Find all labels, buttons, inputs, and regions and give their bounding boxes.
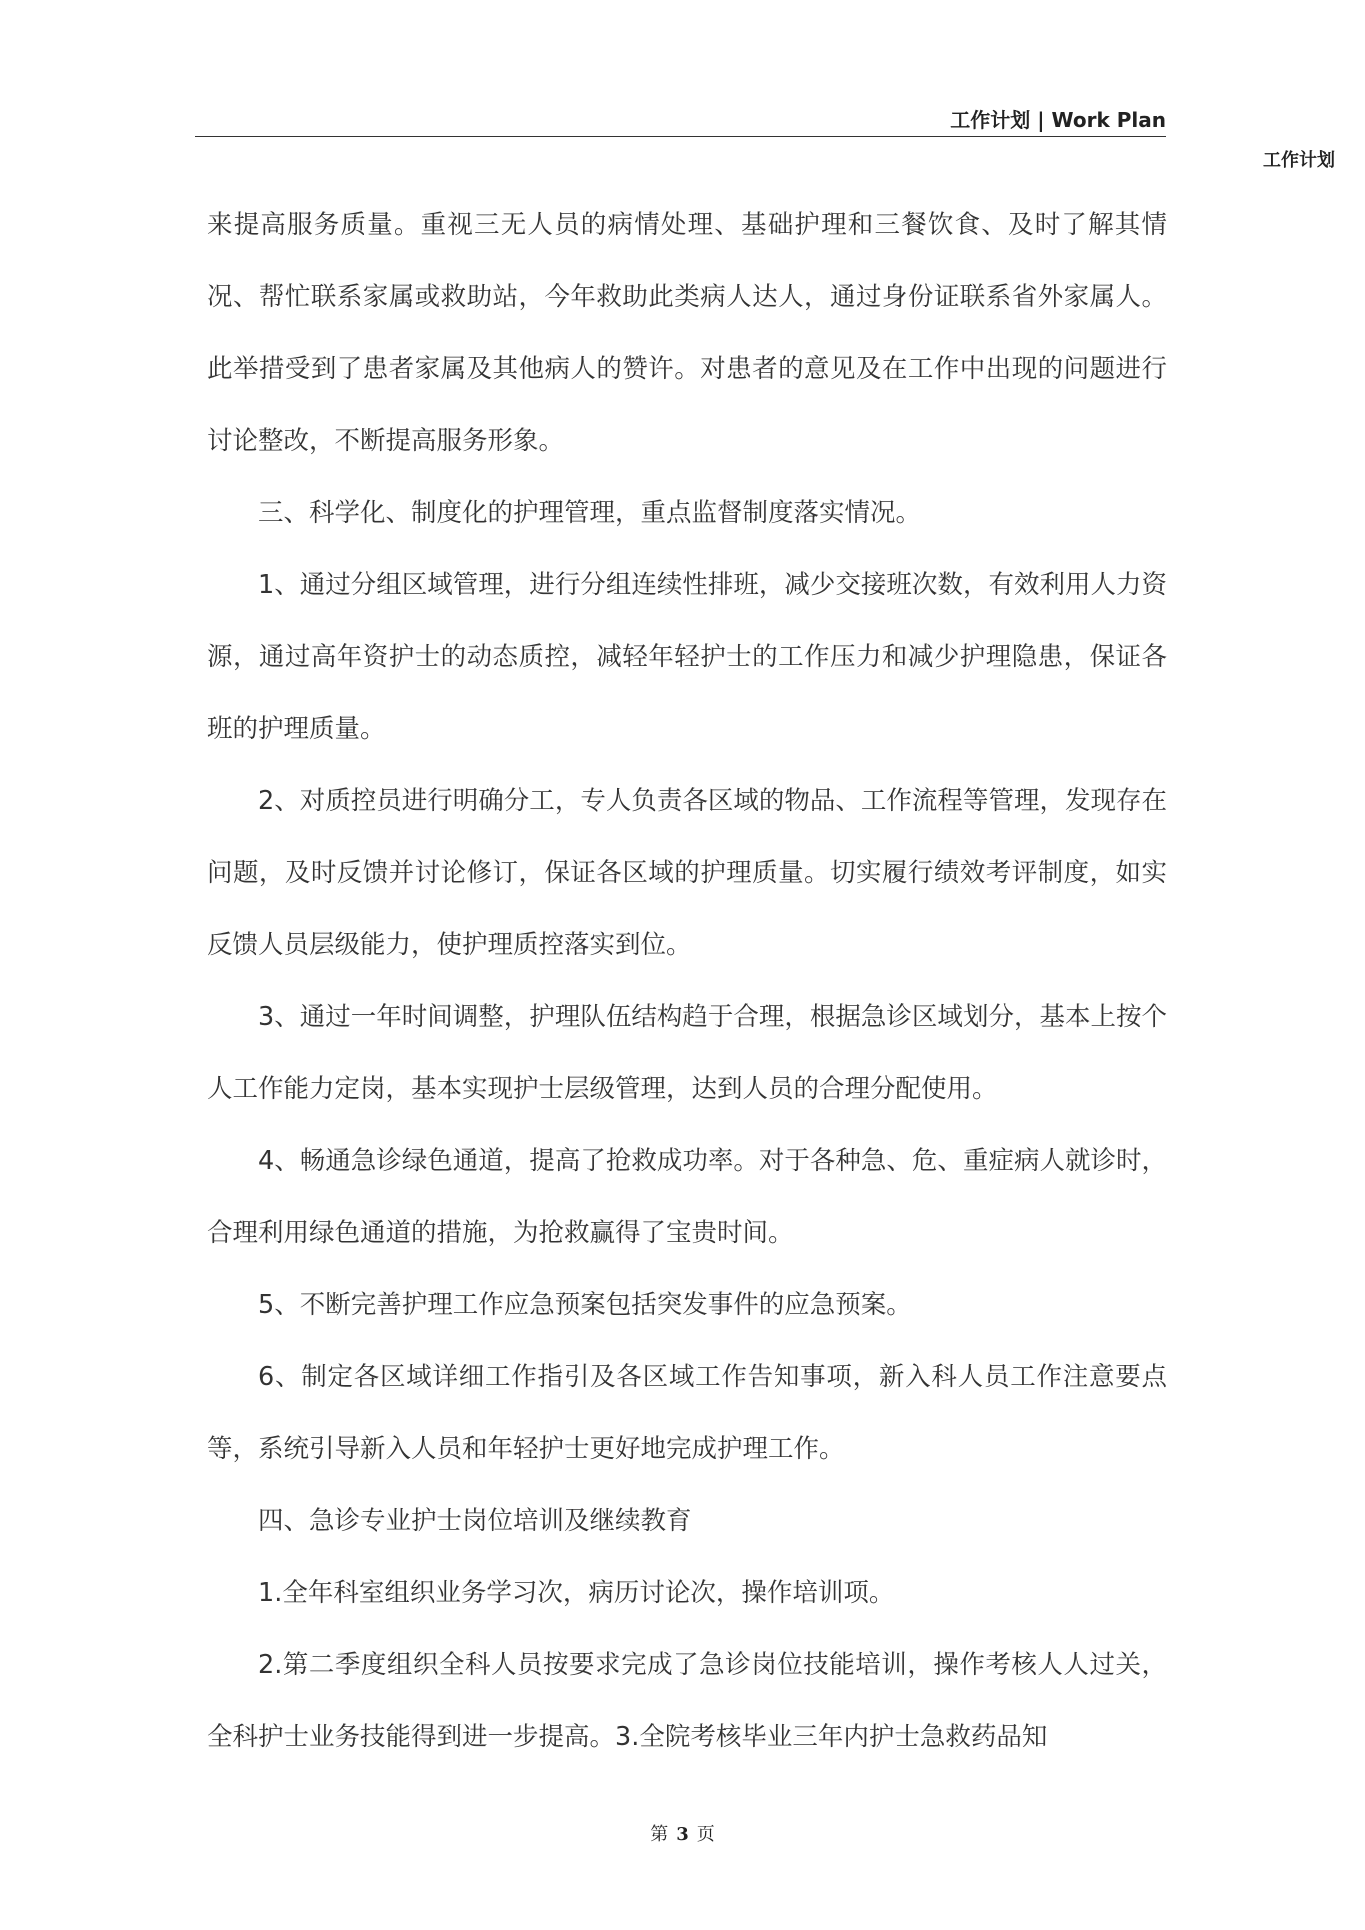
document-body [207,189,1167,1773]
paragraph: 2.第二季度组织全科人员按要求完成了急诊岗位技能培训，操作考核人人过关，全科护士业务技能得到进一步提高。3.全院考核毕业三年内护士急救药品知 [207,1650,1167,1752]
paragraph: 5、不断完善护理工作应急预案包括突发事件的应急预案。 [258,1290,912,1320]
page-footer [0,1820,1365,1846]
section-heading: 三、科学化、制度化的护理管理，重点监督制度落实情况。 [258,498,922,528]
paragraph: 4、畅通急诊绿色通道，提高了抢救成功率。对于各种急、危、重症病人就诊时，合理利用绿色通道的措施，为抢救赢得了宝贵时间。 [207,1146,1167,1248]
header-divider [195,136,1166,137]
header-subtitle: 工作计划 [1263,150,1335,171]
section-heading: 四、急诊专业护士岗位培训及继续教育 [258,1506,692,1536]
page-number-suffix: 页 [696,1824,715,1845]
page-number-prefix: 第 [650,1824,669,1845]
header-title: 工作计划 | Work Plan [950,108,1166,132]
page-header [195,98,1166,138]
paragraph: 1、通过分组区域管理，进行分组连续性排班，减少交接班次数，有效利用人力资源，通过高年资护士的动态质控，减轻年轻护士的工作压力和减少护理隐患，保证各班的护理质量。 [207,570,1167,744]
paragraph: 6、制定各区域详细工作指引及各区域工作告知事项，新入科人员工作注意要点等，系统引导新入人员和年轻护士更好地完成护理工作。 [207,1362,1167,1464]
paragraph: 3、通过一年时间调整，护理队伍结构趋于合理，根据急诊区域划分，基本上按个人工作能力定岗，基本实现护士层级管理，达到人员的合理分配使用。 [207,1002,1167,1104]
paragraph: 来提高服务质量。重视三无人员的病情处理、基础护理和三餐饮食、及时了解其情况、帮忙联系家属或救助站，今年救助此类病人达人，通过身份证联系省外家属人。此举措受到了患者家属及其他病人的赞许。对患者的意见及在工作中出现的问题进行讨论整改，不断提高服务形象。 [207,210,1167,456]
page-number: 3 [676,1824,689,1845]
paragraph: 2、对质控员进行明确分工，专人负责各区域的物品、工作流程等管理，发现存在问题，及时反馈并讨论修订，保证各区域的护理质量。切实履行绩效考评制度，如实反馈人员层级能力，使护理质控落实到位。 [207,786,1167,960]
paragraph: 1.全年科室组织业务学习次，病历讨论次，操作培训项。 [258,1578,895,1608]
